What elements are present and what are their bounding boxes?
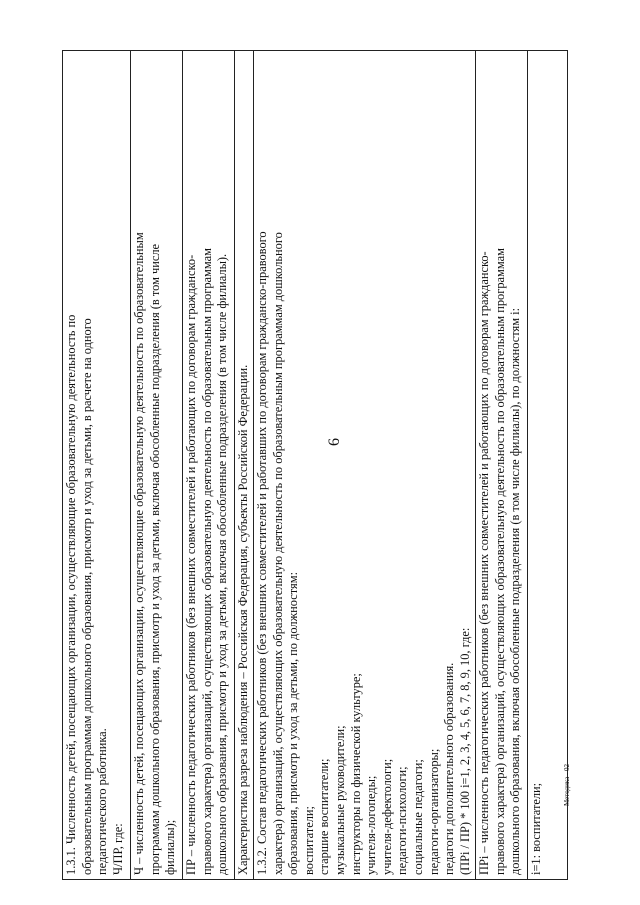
indicator-table xyxy=(62,50,568,880)
table-row xyxy=(63,51,131,879)
position-item: педагоги-психологи; xyxy=(395,766,410,875)
position-item: педагоги-организаторы; xyxy=(426,748,441,875)
text-line: правового характера) организаций, осуществляющих образовательную деятельность по образовательным программам xyxy=(199,248,214,875)
position-item: старшие воспитатели; xyxy=(317,758,332,875)
text-line: программам дошкольного образования, присмотр и уход за детьми, включая обособленные подразделения (в том числе xyxy=(147,243,162,875)
text-line: характера) организаций, осуществляющих образовательную деятельность по образовательным программам дошкольного xyxy=(270,232,285,875)
position-item: учителя-дефектологи; xyxy=(379,758,394,875)
position-item: педагоги дополнительного образования. xyxy=(442,662,457,875)
footer-code: Методика - 02 xyxy=(563,763,571,806)
text-line: Характеристика разреза наблюдения – Российская Федерация, субъекты Российской Федерации. xyxy=(236,364,250,875)
table-row xyxy=(235,51,254,879)
text-line: образовательным программам дошкольного образования, присмотр и уход за детьми, в расчете на одного xyxy=(79,318,94,875)
text-line: ПР – численность педагогических работников (без внешних совместителей и работающих по договорам гражданско- xyxy=(184,254,198,875)
position-item: воспитатели; xyxy=(301,806,316,875)
text-line: Ч – численность детей, посещающих организации, осуществляющие образовательную деятельность по образовательным xyxy=(132,232,146,875)
position-item: учителя-логопеды; xyxy=(364,775,379,875)
page-number: 6 xyxy=(326,438,343,446)
text-line: 1.3.1. Численность детей, посещающих организации, осуществляющие образовательную деятельность по xyxy=(64,314,78,875)
position-item: музыкальные руководители; xyxy=(332,725,347,875)
rotated-table xyxy=(62,50,568,880)
formula-line: (ПРi / ПР) * 100 i=1, 2, 3, 4, 5, 6, 7, 8, 9, 10, где: xyxy=(457,627,472,875)
table-row xyxy=(183,51,235,879)
table-row xyxy=(528,51,546,879)
text-line: образования, присмотр и уход за детьми, по должностям: xyxy=(286,571,301,875)
position-item: социальные педагоги; xyxy=(410,759,425,875)
text-line: правового характера) организаций, осуществляющих образовательную деятельность по образовательным программам xyxy=(492,248,507,875)
table-row xyxy=(476,51,528,879)
text-line: филиалы); xyxy=(163,819,178,875)
table-row xyxy=(131,51,183,879)
text-line: дошкольного образования, включая обособленные подразделения (в том числе филиалы), по должностям i: xyxy=(508,307,523,875)
table-row xyxy=(254,51,476,879)
position-item: инструкторы по физической культуре; xyxy=(348,673,363,875)
text-line: ПРi – численность педагогических работников (без внешних совместителей и работающих по договорам гражданско- xyxy=(477,251,491,875)
text-line: Ч/ПР, где: xyxy=(110,823,125,875)
text-line: педагогического работника. xyxy=(95,728,110,875)
text-line: 1.3.2. Состав педагогических работников (без внешних совместителей и работавших по договорам гражданско-правового xyxy=(255,231,269,875)
text-line: i=1: воспитатели; xyxy=(529,782,543,875)
text-line: дошкольного образования, присмотр и уход за детьми, включая обособленные подразделения (в том числе филиалы). xyxy=(215,253,230,875)
